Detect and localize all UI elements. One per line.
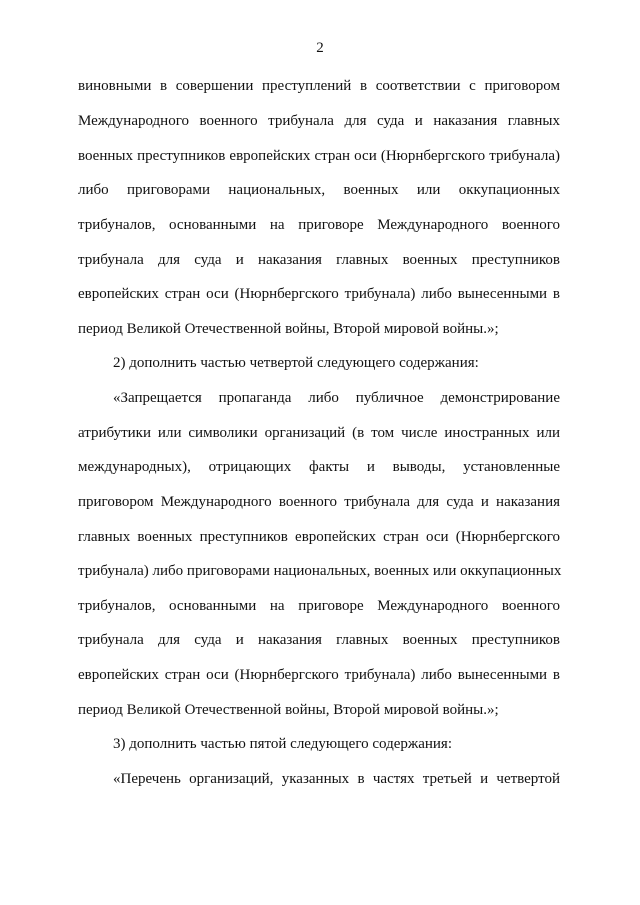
text-line: атрибутики или символики организаций (в том числе иностранных или (78, 425, 560, 441)
text-line: виновными в совершении преступлений в соответствии с приговором (78, 78, 560, 94)
text-line: «Перечень организаций, указанных в частях третьей и четвертой (113, 771, 560, 787)
text-line: приговором Международного военного трибунала для суда и наказания (78, 494, 560, 510)
text-line: европейских стран оси (Нюрнбергского трибунала) либо вынесенными в (78, 286, 560, 302)
text-line: 3) дополнить частью пятой следующего содержания: (113, 736, 453, 752)
page-number: 2 (316, 40, 324, 56)
text-line: военных преступников европейских стран оси (Нюрнбергского трибунала) (78, 148, 560, 164)
text-line: трибунала для суда и наказания главных военных преступников (78, 632, 560, 648)
text-line: период Великой Отечественной войны, Второй мировой войны.»; (78, 321, 499, 337)
text-line: период Великой Отечественной войны, Второй мировой войны.»; (78, 702, 499, 718)
text-line: Международного военного трибунала для суда и наказания главных (78, 113, 560, 129)
text-line: главных военных преступников европейских стран оси (Нюрнбергского (78, 529, 560, 545)
text-line: трибуналов, основанными на приговоре Международного военного (78, 598, 560, 614)
text-line: трибунала для суда и наказания главных военных преступников (78, 252, 560, 268)
text-line: европейских стран оси (Нюрнбергского трибунала) либо вынесенными в (78, 667, 560, 683)
text-line: международных), отрицающих факты и выводы, установленные (78, 459, 560, 475)
text-line: трибуналов, основанными на приговоре Международного военного (78, 217, 560, 233)
text-line: 2) дополнить частью четвертой следующего содержания: (113, 355, 479, 371)
text-line: «Запрещается пропаганда либо публичное демонстрирование (113, 390, 560, 406)
text-line: либо приговорами национальных, военных или оккупационных (78, 182, 560, 198)
text-line: трибунала) либо приговорами национальных, военных или оккупационных (78, 563, 562, 579)
